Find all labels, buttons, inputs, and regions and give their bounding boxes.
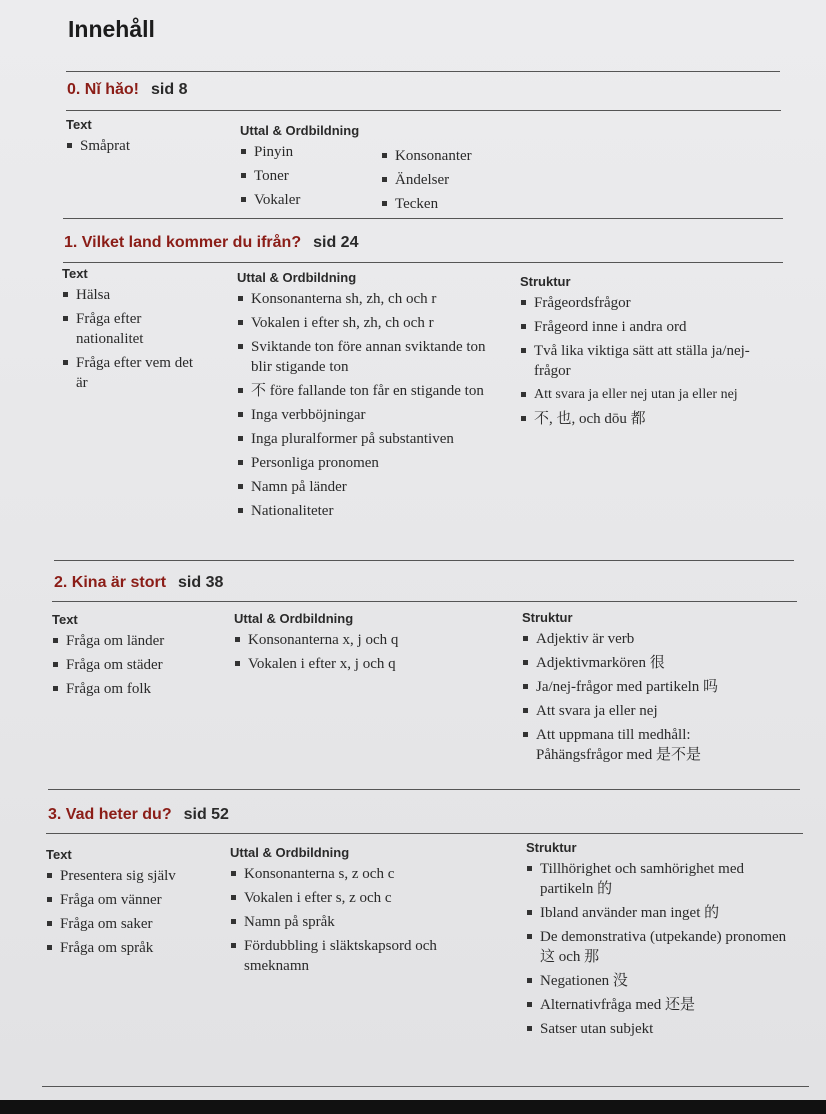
column-heading-uttal: Uttal & Ordbildning [230,845,350,860]
list-item: Nationaliteter [237,501,507,521]
list-item: Fråga om språk [46,938,221,958]
column-heading-uttal: Uttal & Ordbildning [234,611,354,626]
chapter-page: sid 24 [313,234,359,251]
column-heading-struktur: Struktur [520,274,571,289]
list-item: 不, 也, och dōu 都 [520,409,782,429]
list-item: Sviktande ton före annan sviktande ton blir stigande ton [237,337,507,377]
list-item: Frågeordsfrågor [520,293,782,313]
list-item: Toner [240,166,380,186]
uttal-column [237,270,507,525]
list-item: Namn på länder [237,477,507,497]
list-item: Inga verbböjningar [237,405,507,425]
uttal-column [234,611,504,678]
list-item: Konsonanterna s, z och c [230,864,500,884]
list-item: Vokalen i efter sh, zh, ch och r [237,313,507,333]
column-heading-text: Text [66,117,92,132]
chapter-title: 1. Vilket land kommer du ifrån? [64,234,302,251]
divider [48,789,800,790]
list-item: Adjektiv är verb [522,629,782,649]
list-item: Ibland använder man inget 的 [526,903,796,923]
chapter-heading [67,81,187,99]
divider [54,560,794,561]
list-item: Fråga efter vem det är [62,353,196,393]
list-item: Konsonanterna x, j och q [234,630,504,650]
column-heading-uttal: Uttal & Ordbildning [237,270,357,285]
list-item: 不 före fallande ton får en stigande ton [237,381,507,401]
list-item: Presentera sig själv [46,866,190,886]
list-item: Tecken [381,194,541,214]
list-item: Hälsa [62,285,217,305]
list-item: Vokalen i efter s, z och c [230,888,500,908]
chapter-heading [64,234,358,252]
list-item: Fråga om städer [52,655,222,675]
divider [46,833,803,834]
list-item: Ja/nej-frågor med partikeln 吗 [522,677,782,697]
list-item: Fråga efter nationalitet [62,309,176,349]
divider [63,218,783,219]
column-heading-uttal: Uttal & Ordbildning [240,123,360,138]
list-item: Fråga om länder [52,631,222,651]
list-item: Namn på språk [230,912,500,932]
list-item: Att svara ja eller nej utan ja eller nej [520,385,782,405]
bottom-edge [0,1100,826,1114]
page-title: Innehåll [68,16,155,42]
text-column [46,847,221,962]
chapter-page: sid 38 [178,574,224,591]
text-column [62,266,217,397]
chapter-title: 2. Kina är stort [54,574,167,591]
list-item: Att uppmana till medhåll: Påhängsfrågor med 是不是 [522,725,751,765]
chapter-page: sid 8 [151,81,188,98]
uttal-column [230,845,500,980]
list-item: Att svara ja eller nej [522,701,782,721]
text-column [66,117,226,160]
list-item: Konsonanter [381,146,541,166]
list-item: Småprat [66,136,226,156]
divider [66,110,781,111]
divider [52,601,797,602]
divider [42,1086,809,1087]
column-heading-text: Text [52,612,78,627]
list-item: Konsonanterna sh, zh, ch och r [237,289,507,309]
list-item: Fråga om vänner [46,890,221,910]
column-heading-text: Text [46,847,72,862]
chapter-heading [54,574,223,592]
list-item: Inga pluralformer på substantiven [237,429,507,449]
list-item: Negationen 没 [526,971,796,991]
divider [63,262,783,263]
list-item: Personliga pronomen [237,453,507,473]
list-item: Fråga om folk [52,679,222,699]
chapter-title: 3. Vad heter du? [48,806,172,823]
struktur-column [522,610,782,769]
chapter-title: 0. Nǐ hǎo! [67,81,140,98]
list-item: Adjektivmarkören 很 [522,653,782,673]
list-item: Ändelser [381,170,541,190]
list-item: De demonstrativa (utpekande) pronomen 这 och 那 [526,927,796,967]
uttal-column-2 [381,146,541,218]
column-heading-struktur: Struktur [526,840,577,855]
list-item: Frågeord inne i andra ord [520,317,782,337]
list-item: Fråga om saker [46,914,221,934]
list-item: Alternativfråga med 还是 [526,995,796,1015]
struktur-column [526,840,796,1043]
list-item: Pinyin [240,142,380,162]
list-item: Tillhörighet och samhörighet med partikeln 的 [526,859,796,899]
list-item: Fördubbling i släktskapsord och smeknamn [230,936,500,976]
column-heading-struktur: Struktur [522,610,573,625]
list-item: Satser utan subjekt [526,1019,796,1039]
uttal-column [240,123,380,214]
divider [66,71,780,72]
chapter-heading [48,806,229,824]
column-heading-text: Text [62,266,88,281]
chapter-page: sid 52 [183,806,229,823]
list-item: Vokaler [240,190,380,210]
list-item: Vokalen i efter x, j och q [234,654,504,674]
list-item: Två lika viktiga sätt att ställa ja/nej-frågor [520,341,782,381]
text-column [52,612,222,703]
struktur-column [520,274,782,433]
